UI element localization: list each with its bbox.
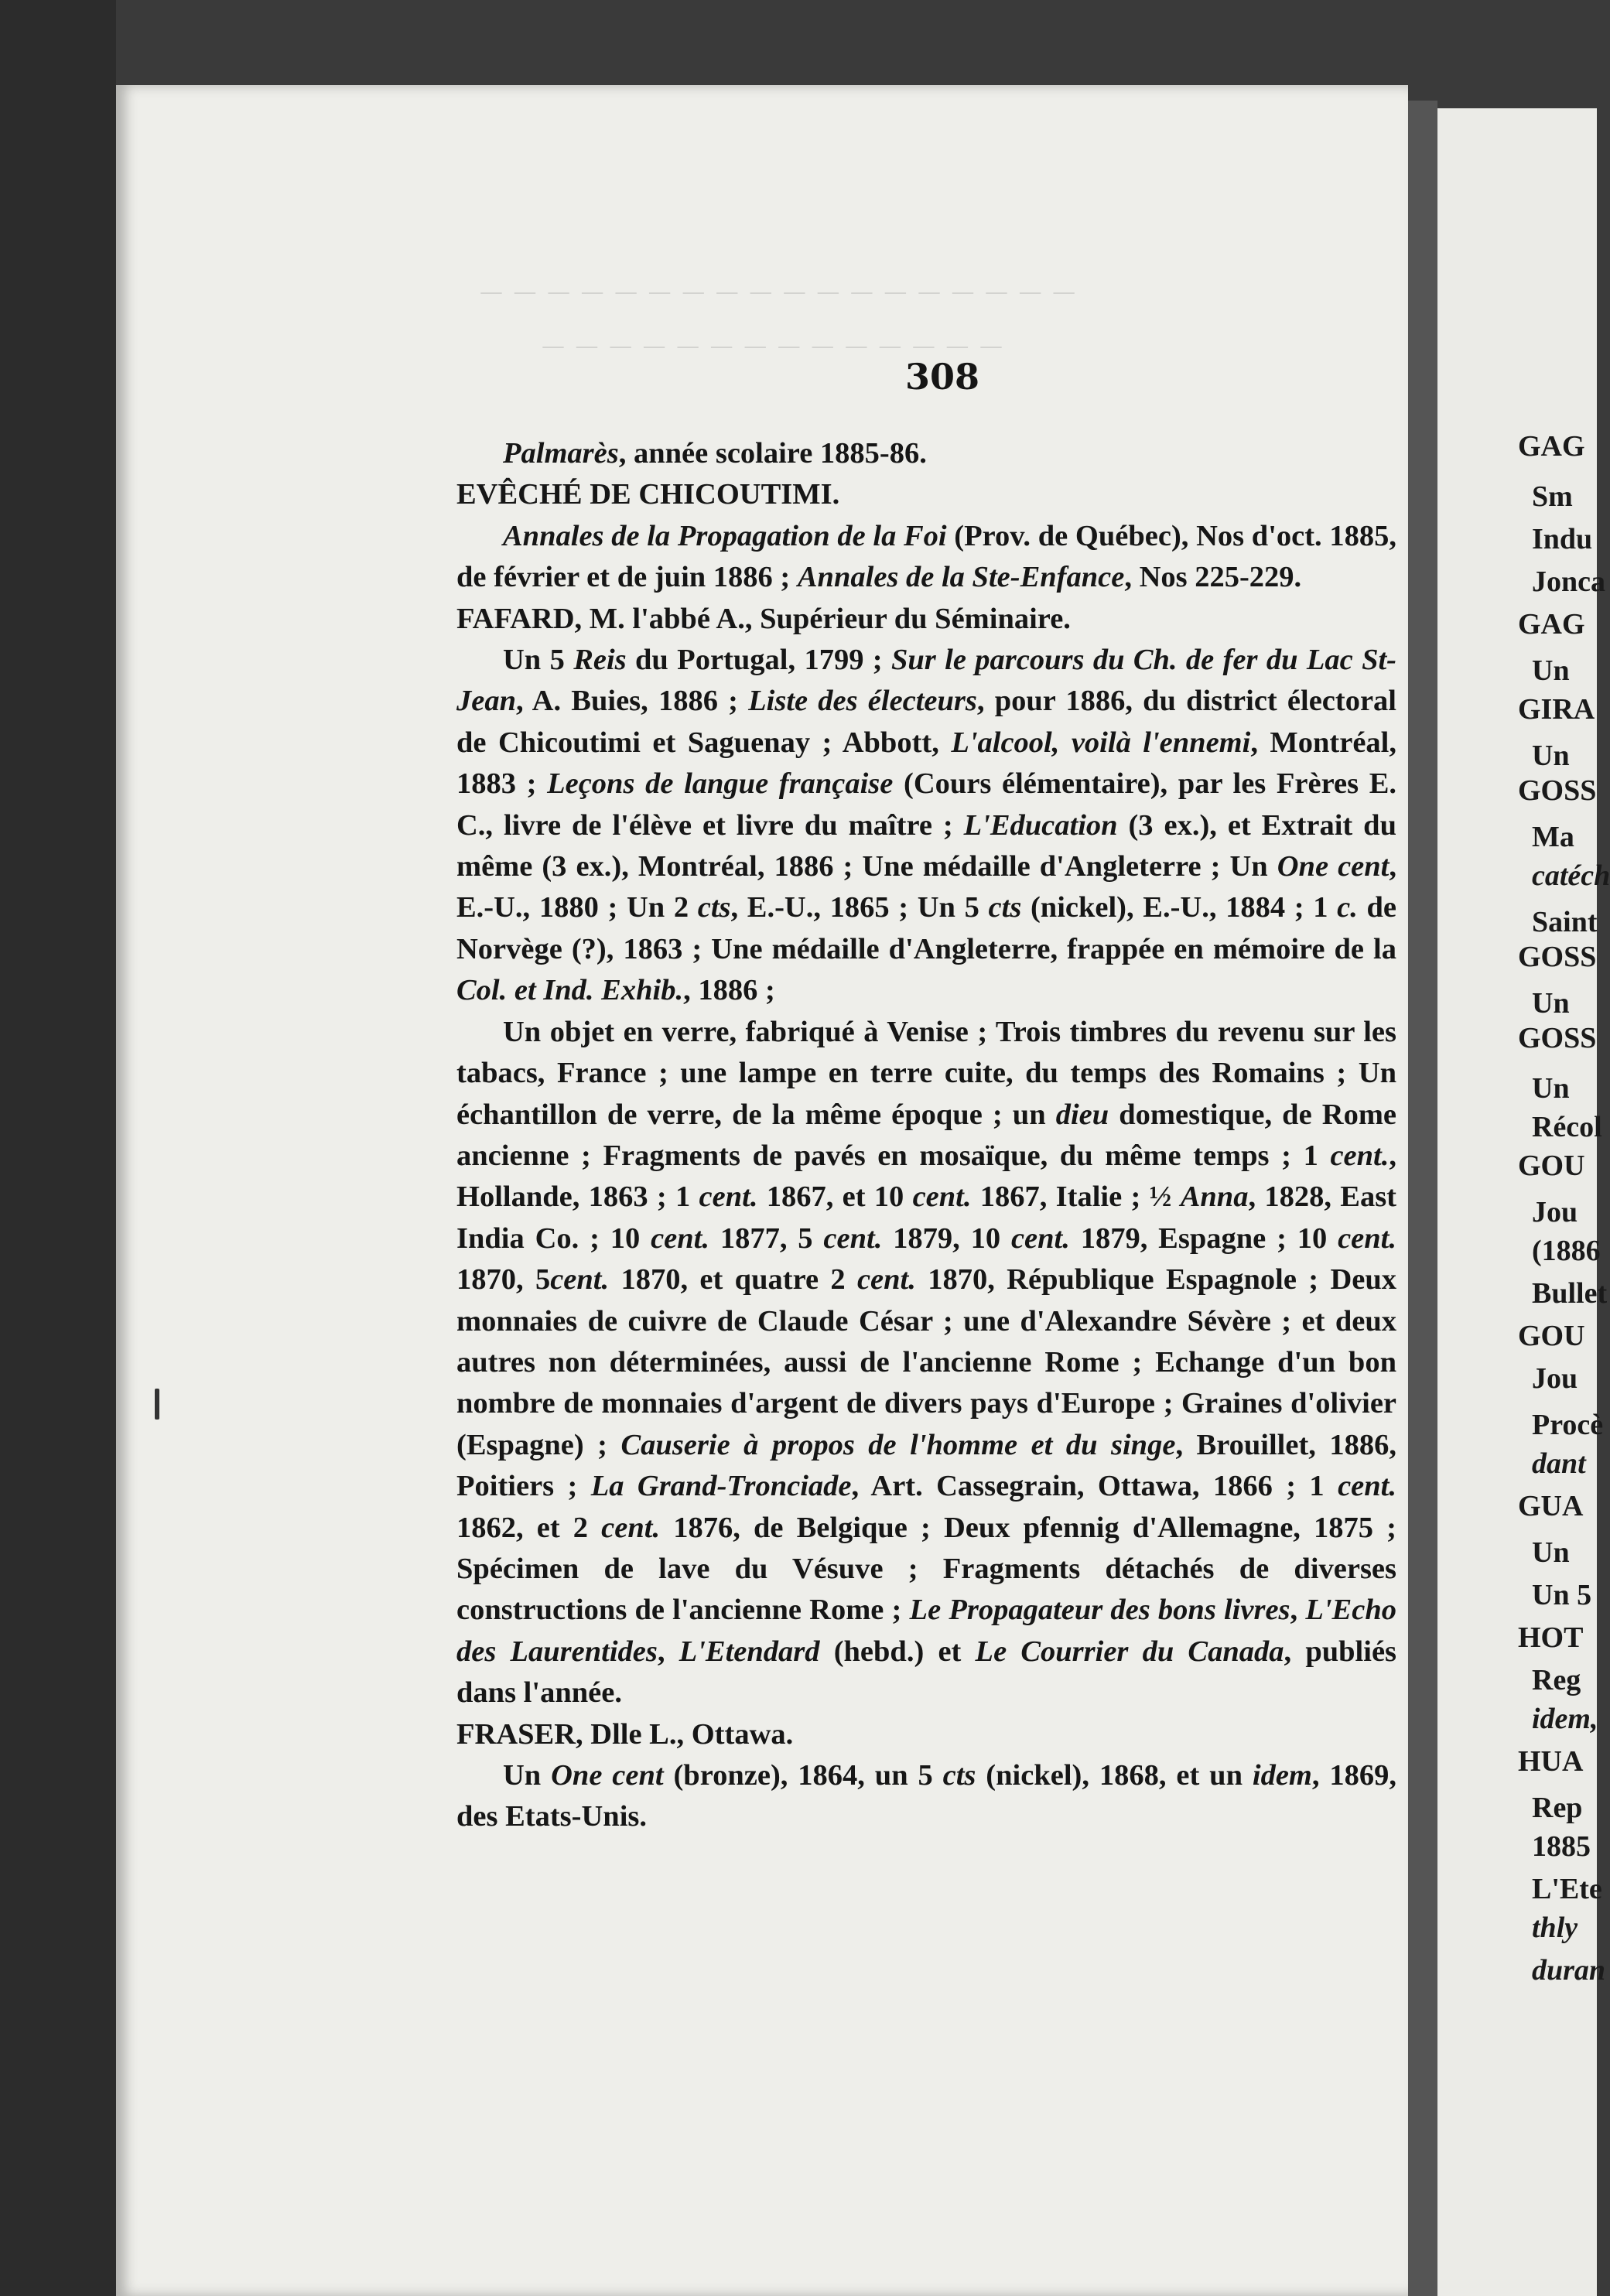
text-run: 1870, et quatre 2 — [609, 1263, 857, 1297]
facing-page-fragment: dant — [1532, 1447, 1586, 1480]
italic-text: cts — [988, 891, 1022, 924]
italic-text: L'Etendard — [679, 1635, 820, 1668]
text-run: , Montréal, 1883 ; — [456, 726, 1396, 801]
paragraph — [456, 640, 1396, 1012]
italic-text: cent. — [699, 1180, 758, 1214]
facing-page-fragment: GUA — [1518, 1490, 1584, 1522]
facing-page-fragment: Un — [1532, 654, 1570, 687]
paragraph — [456, 433, 1396, 474]
text-run: , pour 1886, du district électoral de Chicoutimi et Saguenay ; Abbott, — [456, 685, 1396, 759]
facing-page-fragment: HOT — [1518, 1621, 1584, 1654]
italic-text: Liste des électeurs — [748, 685, 977, 718]
text-run: 1867, et 10 — [757, 1180, 913, 1214]
paragraph — [456, 1755, 1396, 1838]
facing-page-fragment: GOU — [1518, 1320, 1585, 1352]
facing-page-fragment: catéch — [1532, 859, 1610, 892]
margin-mark — [155, 1389, 159, 1420]
text-run: 1862, et 2 — [456, 1511, 602, 1544]
italic-text: Annales de la Ste-Enfance — [797, 561, 1125, 594]
facing-page-fragment: thly — [1532, 1912, 1578, 1944]
facing-page-fragment: Un — [1532, 987, 1570, 1020]
donor-heading — [456, 599, 1396, 640]
italic-text: cent. — [1338, 1221, 1397, 1255]
text-run: , publiés dans l'année. — [456, 1635, 1397, 1710]
text-run: , Art. Cassegrain, Ottawa, 1866 ; 1 — [851, 1470, 1338, 1503]
text-run: FAFARD, M. l'abbé A., Supérieur du Séminaire. — [456, 602, 1071, 635]
text-run: , 1869, des Etats-Unis. — [456, 1759, 1396, 1833]
italic-text: Anna — [1180, 1180, 1249, 1214]
text-run: (hebd.) et — [819, 1635, 976, 1668]
paragraph — [456, 1012, 1396, 1714]
facing-page-fragment: GAG — [1518, 608, 1585, 641]
text-run: , 1828, East India Co. ; 10 — [456, 1180, 1397, 1255]
facing-page-fragment: Rep — [1532, 1792, 1583, 1824]
italic-text: cent. — [856, 1263, 916, 1297]
facing-page-fragment: Récol — [1532, 1111, 1602, 1143]
text-run: domestique, de Rome ancienne ; Fragments de pavés en mosaïque, du même temps ; 1 — [456, 1098, 1396, 1172]
text-run: de Norvège (?), 1863 ; Une médaille d'Angleterre, frappée en mémoire de la — [456, 891, 1397, 965]
italic-text: Le Propagateur des bons livres — [909, 1594, 1290, 1627]
text-run: 1870, République Espagnole ; Deux monnaies de cuivre de Claude César ; une d'Alexandre Sévère ; et deux autres non déterminées, aussi de l'ancienne Rome ; Echange d'un bon nombre de monnaies d'argent de divers pays d'Europe ; Graines d'olivier (Espagne) ; — [456, 1263, 1397, 1461]
facing-page-fragment: Procè — [1532, 1409, 1604, 1441]
text-run: (3 ex.), et Extrait du même (3 ex.), Montréal, 1886 ; Une médaille d'Angleterre ; Un — [456, 808, 1397, 883]
italic-text: cts — [697, 891, 731, 924]
text-run: , — [1290, 1594, 1306, 1627]
facing-page-fragment: Saint — [1532, 906, 1598, 938]
text-run: (Prov. de Québec), Nos d'oct. 1885, de février et de juin 1886 ; — [456, 519, 1396, 594]
italic-text: L'Echo des Laurentides — [456, 1594, 1396, 1668]
facing-page-fragment: Jou — [1532, 1196, 1578, 1228]
facing-page-fragment: L'Ete — [1532, 1873, 1602, 1905]
text-run: (Cours élémentaire), par les Frères E. C., livre de l'élève et livre du maître ; — [456, 767, 1397, 842]
italic-text: c. — [1337, 891, 1358, 924]
italic-text: Col. et Ind. Exhib. — [456, 974, 684, 1007]
facing-page-fragment: idem, — [1532, 1703, 1598, 1735]
scanner-frame-left — [0, 0, 116, 2296]
facing-page-fragment: Jonca — [1532, 565, 1605, 598]
italic-text: Annales de la Propagation de la Foi — [503, 519, 947, 552]
text-run: 1870, 5 — [456, 1263, 551, 1297]
facing-page-fragment: GIRA — [1518, 693, 1595, 726]
italic-text: L'alcool, voilà l'ennemi — [951, 726, 1251, 759]
italic-text: dieu — [1055, 1098, 1109, 1131]
facing-page-fragment: HUA — [1518, 1745, 1584, 1778]
italic-text: cent. — [823, 1221, 883, 1255]
facing-page-fragment: Jou — [1532, 1362, 1578, 1395]
text-run: , E.-U., 1880 ; Un 2 — [456, 850, 1396, 924]
italic-text: cent. — [601, 1511, 661, 1544]
bleed-through-mark: — — — — — — — — — — — — — — — — — — — [480, 278, 1078, 306]
text-run: , — [657, 1635, 679, 1668]
facing-page-fragment: Un — [1532, 1536, 1570, 1569]
text-run: , Nos 225-229. — [1124, 561, 1302, 594]
italic-text: idem — [1252, 1759, 1312, 1792]
facing-page-fragment: Un — [1532, 1072, 1570, 1105]
text-run: du Portugal, 1799 ; — [626, 644, 891, 677]
text-run: Un objet en verre, fabriqué à Venise ; Trois timbres du revenu sur les tabacs, France ; une lampe en terre cuite, du temps des Romains ; Un échantillon de verre, de la même époque ; un — [456, 1015, 1396, 1131]
text-run: (nickel), E.-U., 1884 ; 1 — [1021, 891, 1338, 924]
italic-text: One cent — [551, 1759, 664, 1792]
facing-page-fragment: (1886 — [1532, 1235, 1601, 1267]
bleed-through-mark: — — — — — — — — — — — — — — — [542, 333, 1004, 360]
italic-text: cent. — [550, 1263, 610, 1297]
italic-text: La Grand-Tronciade — [590, 1470, 852, 1503]
facing-page-fragment: duran — [1532, 1954, 1606, 1987]
text-run: , année scolaire 1885-86. — [618, 437, 927, 470]
text-run: 1876, de Belgique ; Deux pfennig d'Allemagne, 1875 ; Spécimen de lave du Vésuve ; Fragments détachés de diverses constructions de l'ancienne Rome ; — [456, 1511, 1396, 1627]
book-spine — [1408, 101, 1437, 2296]
text-run: 1879, Espagne ; 10 — [1069, 1221, 1338, 1255]
facing-page-fragment: Indu — [1532, 523, 1593, 555]
italic-text: Reis — [573, 644, 627, 677]
text-run: , E.-U., 1865 ; Un 5 — [730, 891, 989, 924]
text-run: 1879, 10 — [882, 1221, 1011, 1255]
page-number: 308 — [905, 356, 980, 398]
facing-page-fragment: Un — [1532, 740, 1570, 772]
italic-text: cent. — [1010, 1221, 1070, 1255]
text-run: Un 5 — [503, 644, 574, 677]
text-run: , Brouillet, 1886, Poitiers ; — [456, 1428, 1396, 1503]
text-run: 1877, 5 — [709, 1221, 824, 1255]
facing-page-fragment: GAG — [1518, 430, 1585, 463]
italic-text: cent. — [651, 1221, 710, 1255]
facing-page-fragment: GOSS — [1518, 941, 1597, 973]
paragraph — [456, 516, 1396, 599]
facing-page-fragment: GOU — [1518, 1150, 1585, 1182]
italic-text: cent. — [1338, 1470, 1396, 1503]
italic-text: L'Education — [963, 808, 1118, 842]
facing-page-fragment: GOSS — [1518, 774, 1597, 807]
facing-page-fragment: Reg — [1532, 1664, 1581, 1696]
text-run: , 1886 ; — [683, 974, 775, 1007]
facing-page-fragment: GOSS — [1518, 1022, 1597, 1054]
text-run: Un — [503, 1759, 552, 1792]
italic-text: One cent — [1277, 850, 1390, 883]
text-run: 1867, Italie ; ½ — [971, 1180, 1181, 1214]
italic-text: Leçons de langue française — [547, 767, 894, 801]
text-run: , Hollande, 1863 ; 1 — [456, 1139, 1396, 1214]
text-run: (nickel), 1868, et un — [976, 1759, 1253, 1792]
italic-text: Palmarès — [503, 437, 619, 470]
facing-page-fragment: Sm — [1532, 480, 1573, 513]
section-heading — [456, 474, 1396, 515]
facing-page-fragment: Ma — [1532, 821, 1574, 853]
facing-page-fragment: Un 5 — [1532, 1579, 1592, 1611]
donor-heading — [456, 1714, 1396, 1755]
italic-text: cent. — [1330, 1139, 1390, 1172]
text-run: EVÊCHÉ DE CHICOUTIMI. — [456, 478, 840, 511]
italic-text: cent. — [912, 1180, 972, 1214]
text-run: , A. Buies, 1886 ; — [516, 685, 749, 718]
text-run: (bronze), 1864, un 5 — [663, 1759, 943, 1792]
facing-page-fragment: 1885 — [1532, 1830, 1591, 1863]
italic-text: Le Courrier du Canada — [975, 1635, 1284, 1668]
italic-text: Sur le parcours du Ch. de fer du Lac St-Jean — [456, 644, 1397, 718]
facing-page-fragment: Bullet — [1532, 1277, 1608, 1310]
text-run: FRASER, Dlle L., Ottawa. — [456, 1717, 794, 1751]
italic-text: cts — [942, 1759, 976, 1792]
page-text — [456, 433, 1396, 1838]
italic-text: Causerie à propos de l'homme et du singe — [620, 1428, 1176, 1461]
